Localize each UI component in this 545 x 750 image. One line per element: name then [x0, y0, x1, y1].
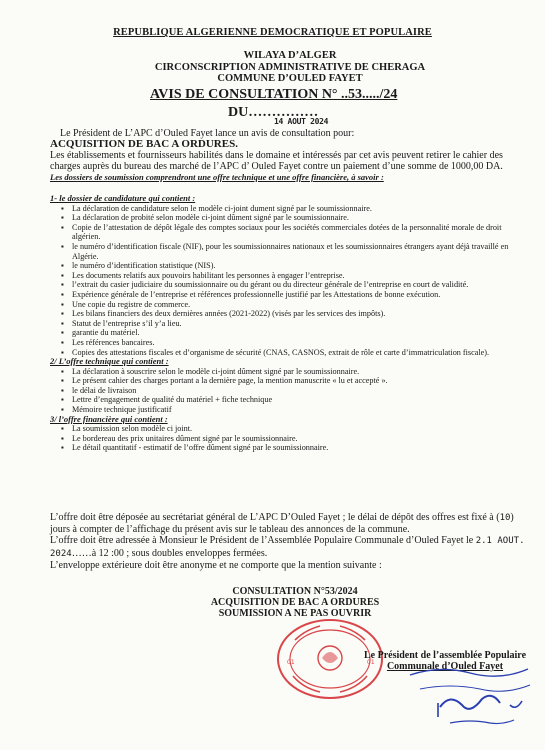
- envelope-paragraph: L’enveloppe extérieure doit être anonyme et ne comporte que la mention suivante :: [50, 559, 382, 571]
- list-item: ▪ La déclaration de probité selon modèle ci-joint dûment signé par le soumissionnaire.: [62, 213, 525, 223]
- consultation-subject: ACQUISITION DE BAC A ORDURES.: [50, 138, 238, 150]
- section-heading: 3/ l’offre financière qui contient :: [50, 413, 168, 424]
- signatory-commune: Communale d’Ouled Fayet: [386, 661, 504, 672]
- intro-paragraph: Les établissements et fournisseurs habilités dans le domaine et intéressés par cet avis peuvent retirer le cahier des charges auprès du bureau des marché de l’APC d’ Ouled Fayet contre un paiement d’une somme de 1000,00 DA.: [50, 150, 503, 172]
- republic-header: REPUBLIQUE ALGERIENNE DEMOCRATIQUE ET POPULAIRE: [113, 27, 432, 38]
- consultation-number: CONSULTATION N°53/2024: [232, 586, 358, 597]
- deposit-text-end: ) jours à compter de l’affichage du présent avis sur le tableau des annonces de la commune.: [50, 512, 514, 536]
- date-stamp: 14 AOUT 2024: [274, 117, 329, 126]
- administration-header: [120, 50, 460, 85]
- list-item: ▪ Les références bancaires.: [62, 338, 525, 348]
- address-paragraph: [50, 535, 525, 559]
- list-item: ▪ Statut de l’entreprise s’il y’a lieu.: [62, 319, 525, 329]
- list-item: ▪ Le bordereau des prix unitaires dûment signé par le soumissionnaire.: [62, 434, 525, 444]
- deadline-date: 2.1 AOUT. 2024: [50, 536, 525, 559]
- requirement-line: Les dossiers de soumission comprendront une offre technique et une offre financière, à savoir :: [50, 172, 384, 182]
- list-item: ▪ l’extrait du casier judiciaire du soumissionnaire ou du gérant ou du directeur générale de l’entreprise en court de validité.: [62, 280, 525, 290]
- list-item: ▪ Copie de l’attestation de dépôt légale des comptes sociaux pour les sociétés commerciales dotées de la personnalité morale de droit algérien.: [62, 223, 525, 242]
- list-item: ▪ Le détail quantitatif - estimatif de l’offre dûment signé par le soumissionnaire.: [62, 443, 525, 453]
- list-item: ▪ garantie du matériel.: [62, 328, 525, 338]
- list-item: ▪ Les documents relatifs aux pouvoirs habilitant les personnes à engager l’entreprise.: [62, 271, 525, 281]
- svg-text:01: 01: [287, 659, 295, 666]
- list-item: ▪ La soumission selon modèle ci joint.: [62, 424, 525, 434]
- list-item: ▪ Le présent cahier des charges portant a la dernière page, la mention manuscrite « lu et accepté ».: [62, 376, 525, 386]
- do-not-open-line: SOUMISSION A NE PAS OUVRIR: [218, 608, 372, 619]
- list-item: ▪ Lettre d’engagement de qualité du matériel + fiche technique: [62, 395, 525, 405]
- list-item: ▪ le délai de livraison: [62, 386, 525, 396]
- envelope-mention: [190, 586, 400, 619]
- list-item: ▪ La déclaration à souscrire selon le modèle ci-joint dûment signé par le soumissionnaire.: [62, 367, 525, 377]
- list-item: ▪ le numéro d’identification statistique (NIS).: [62, 261, 525, 271]
- list-item: ▪ Mémoire technique justificatif: [62, 405, 525, 415]
- list-item: ▪ Expérience générale de l’entreprise et références professionnelle justifié par les Attestations de bonne exécution.: [62, 290, 525, 300]
- signatory-title: Le Président de l’assemblée Populaire: [363, 650, 527, 661]
- section-list: [50, 204, 525, 358]
- list-item: ▪ La déclaration de candidature selon le modèle ci-joint dument signé par le soumissionnaire.: [62, 204, 525, 214]
- section-heading: 1- le dossier de candidature qui contient :: [50, 193, 196, 203]
- section-list: [50, 424, 525, 453]
- signature-icon: [390, 655, 535, 730]
- intro-line: Le Président de L’APC d’Ouled Fayet lance un avis de consultation pour:: [60, 128, 355, 139]
- avis-title: AVIS DE CONSULTATION N° ..53...../24: [150, 87, 398, 102]
- commune-line: COMMUNE D’OULED FAYET: [217, 73, 363, 84]
- requirements-body: [50, 194, 525, 453]
- du-line: DU……………: [228, 105, 319, 120]
- section-list: [50, 367, 525, 415]
- deposit-paragraph: [50, 512, 525, 535]
- wilaya-line: WILAYA D’ALGER: [243, 50, 337, 61]
- deadline-days: 10: [499, 513, 511, 523]
- section-heading: 2/ L’offre technique qui contient :: [50, 356, 169, 367]
- list-item: ▪ Copies des attestations fiscales et d’organisme de sécurité (CNAS, CASNOS, extrait de rôle et carte d’immatriculation fiscale).: [62, 348, 525, 358]
- svg-text:01: 01: [367, 659, 375, 666]
- list-item: ▪ le numéro d’identification fiscale (NIF), pour les soumissionnaires nationaux et les soumissionnaires étrangers ayant déjà travaillé en Algérie.: [62, 242, 525, 261]
- deposit-text: L’offre doit être déposée au secrétariat général de L’APC D’Ouled Fayet ; le délai de dépôt des offres est fixé à (: [50, 512, 500, 523]
- closing-block: [50, 512, 525, 571]
- circonscription-line: CIRCONSCRIPTION ADMINISTRATIVE DE CHERAGA: [154, 61, 426, 73]
- address-text: L’offre doit être adressée à Monsieur le Président de l’Assemblée Populaire Communale d’Ouled Fayet le: [50, 535, 474, 547]
- address-text-end: ……à 12 :00 ; sous doubles enveloppes fermées.: [71, 547, 268, 559]
- list-item: ▪ Une copie du registre de commerce.: [62, 300, 525, 310]
- list-item: ▪ Les bilans financiers des deux dernières années (2021-2022) (visés par les services des impôts).: [62, 309, 525, 319]
- consultation-subject-repeat: ACQUISITION DE BAC A ORDURES: [210, 597, 380, 608]
- intro-block: [50, 128, 520, 183]
